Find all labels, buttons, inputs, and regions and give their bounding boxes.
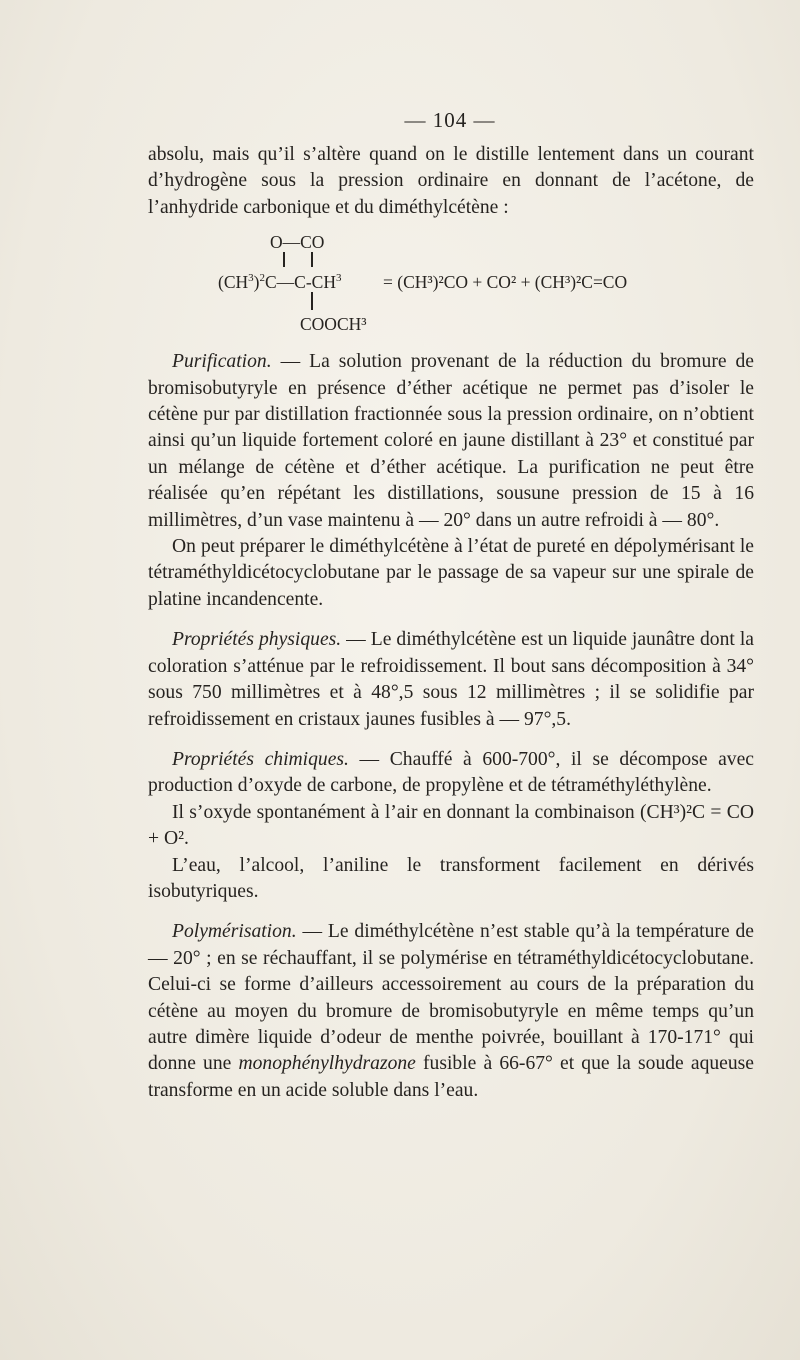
chemical-formula	[148, 223, 754, 341]
formula-bond-down	[311, 292, 313, 310]
page-number: — 104 —	[404, 108, 496, 132]
paragraph-physical: Propriétés physiques. — Le diméthylcétène est un liquide jaunâtre dont la coloration s’atténue par le refroidissement. Il bout sans décomposition à 34° sous 750 millimètres et à 48°,5 sous 12 millimètres ; il se solidifie par refroidissement en cristaux jaunes fusibles à — 97°,5.	[148, 629, 754, 730]
formula-right-side: = (CH³)²CO + CO² + (CH³)²C=CO	[383, 272, 628, 293]
paragraph-purification: Purification. — La solution provenant de la réduction du bromure de bromisobutyryle en présence d’éther acétique ne permet pas d’isoler le cétène pur par distillation fractionnée sous la pression ordinaire, on n’obtient ainsi qu’un liquide fortement coloré en jaune distillant à 23° et constitué par un mélange de cétène et d’éther acétique. La purification ne peut être réalisée qu’en répétant les distillations, sousune pression de 15 à 16 millimètres, d’un vase maintenu à — 20° dans un autre refroidi à — 80°.	[148, 351, 754, 531]
heading-physical: Propriétés physiques.	[172, 629, 342, 651]
heading-chemical: Propriétés chimiques.	[172, 748, 349, 770]
formula-bottom-group: COOCH³	[300, 314, 367, 335]
paragraph-intro: absolu, mais qu’il s’altère quand on le distille lentement dans un courant d’hydrogène sous la pression ordinaire en donnant de l’acétone, de l’anhydride carbonique et du diméthylcétène :	[148, 144, 754, 218]
paragraph-preparation: On peut préparer le diméthylcétène à l’état de pureté en dépolymérisant le tétraméthyldicétocyclobutane par le passage de sa vapeur sur une spirale de platine incandencente.	[148, 536, 754, 610]
page-body	[148, 142, 754, 1104]
formula-bond-left	[283, 252, 285, 267]
paragraph-chemical: Propriétés chimiques. — Chauffé à 600-700°, il se décompose avec production d’oxyde de carbone, de propylène et de tétraméthyléthylène.	[148, 748, 754, 797]
paragraph-oxidation: Il s’oxyde spontanément à l’air en donnant la combinaison (CH³)²C = CO + O².	[148, 801, 754, 850]
formula-ring-top: O—CO	[270, 232, 325, 253]
formula-left-side: $(CH^3)^2C—C-CH^3$	[218, 272, 342, 293]
paragraph-polymerisation: Polymérisation. — Le diméthylcétène n’est stable qu’à la température de — 20° ; en se réchauffant, il se polymérise en tétraméthyldicétocyclobutane. Celui-ci se forme d’ailleurs accessoirement au cours de la préparation du cétène au moyen du bromure de bromisobutyryle en même temps qu’un autre dimère liquide d’odeur de menthe poivrée, bouillant à 170-171° qui donne une monophénylhydrazone fusible à 66-67° et que la soude aqueuse transforme en un acide soluble dans l’eau.	[148, 921, 754, 1101]
paragraph-water: L’eau, l’alcool, l’aniline le transforment facilement en dérivés isobutyriques.	[148, 854, 754, 902]
formula-bond-right	[311, 252, 313, 267]
heading-purification: Purification.	[172, 351, 272, 373]
heading-polymerisation: Polymérisation.	[172, 921, 297, 943]
term-monophenylhydrazone: monophénylhydrazone	[238, 1053, 416, 1075]
